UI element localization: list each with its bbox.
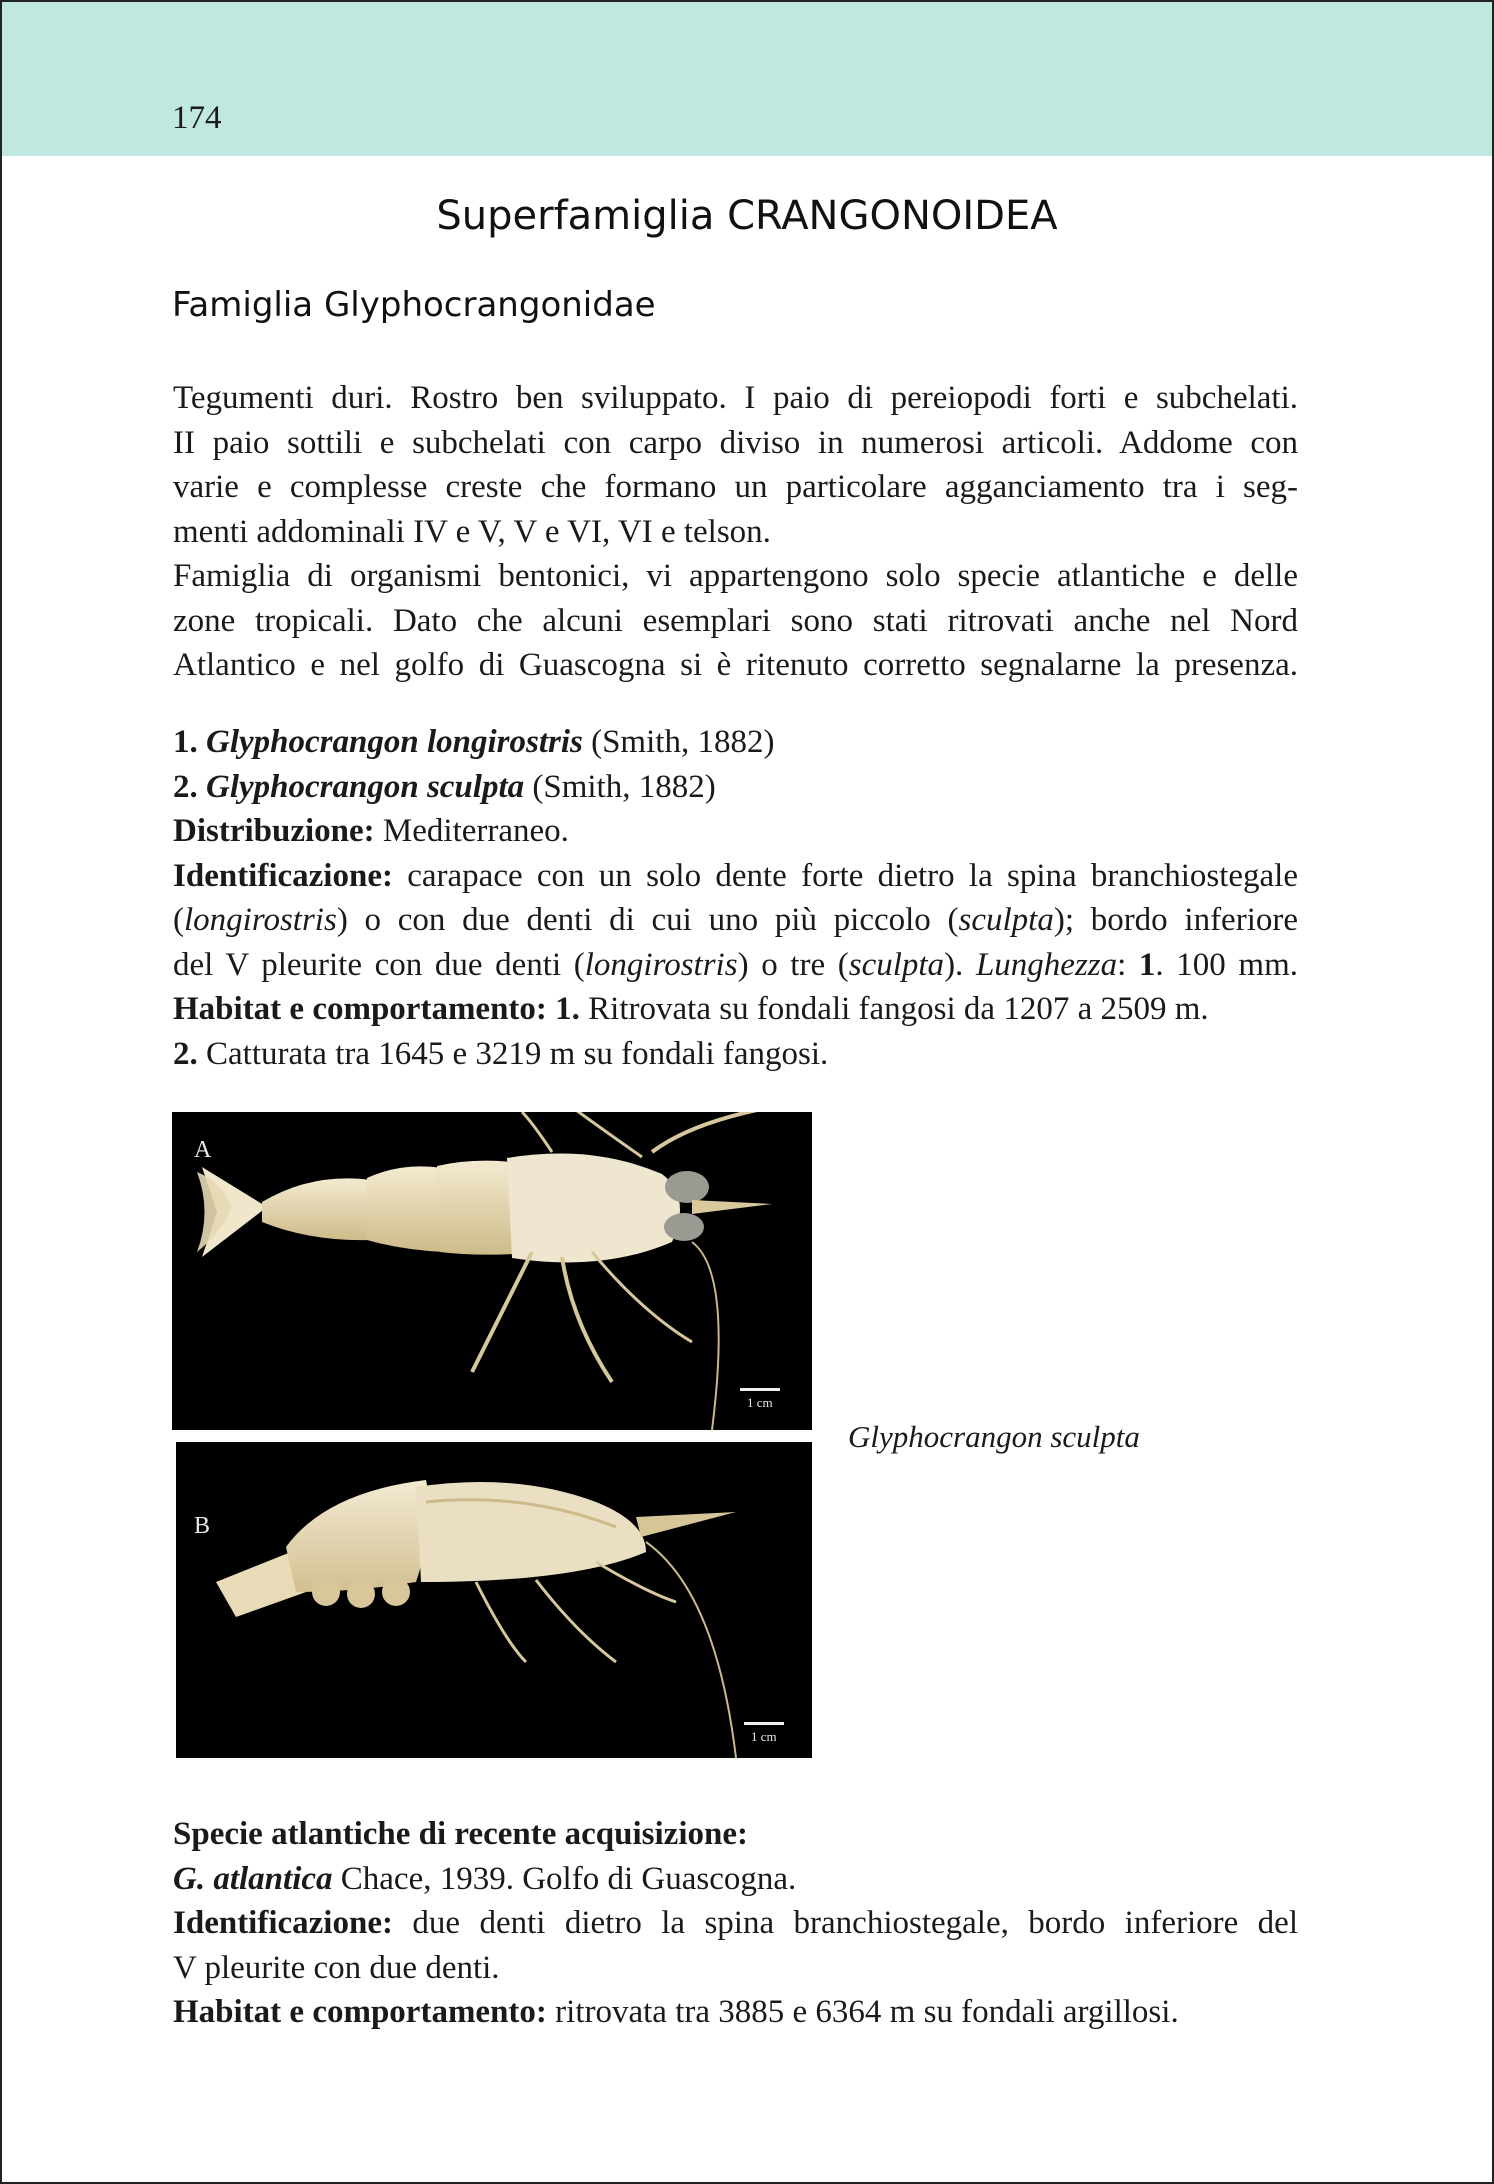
atlantic-identification-line: [173, 1901, 1298, 1946]
atlantic-species-rest: Chace, 1939. Golfo di Guascogna.: [340, 1860, 797, 1897]
text-fragment: (: [173, 902, 184, 938]
distribution-label: Distribuzione:: [173, 813, 375, 849]
habitat-ref-number: 1.: [555, 991, 580, 1027]
shrimp-lateral-illustration: [176, 1442, 812, 1758]
length-value: . 100 mm.: [1155, 946, 1299, 983]
text-fragment: :: [1117, 946, 1139, 983]
family-title: Famiglia Glyphocrangonidae: [172, 285, 656, 325]
text-fragment: del V pleurite con due denti (: [173, 946, 585, 983]
habitat-ref-number: 2.: [173, 1035, 198, 1072]
habitat-text: Catturata tra 1645 e 3219 m su fondali fangosi.: [206, 1035, 829, 1072]
atlantic-identification-line: V pleurite con due denti.: [173, 1949, 500, 1986]
habitat-line: [173, 1032, 1298, 1077]
species-epithet: sculpta: [848, 946, 945, 983]
species-epithet: sculpta: [958, 902, 1054, 938]
scale-bar-label: 1 cm: [751, 1729, 777, 1744]
intro-paragraph: [173, 376, 1298, 688]
intro-line: II paio sottili e subchelati con carpo diviso in numerosi articoli. Addome con: [173, 424, 1298, 461]
species-entry: [173, 720, 1298, 765]
habitat-label: Habitat e comportamento:: [173, 991, 547, 1027]
shrimp-dorsal-illustration: [172, 1112, 812, 1430]
specimen-photo-b: [176, 1442, 812, 1758]
habitat-text: ritrovata tra 3885 e 6364 m su fondali argillosi.: [555, 1994, 1179, 2030]
species-number: 1.: [173, 724, 198, 760]
species-ref-number: 1: [1138, 946, 1156, 983]
species-name: Glyphocrangon sculpta: [206, 768, 525, 805]
superfamily-title: Superfamiglia CRANGONOIDEA: [436, 193, 1058, 239]
figure-caption: Glyphocrangon sculpta: [848, 1419, 1140, 1454]
species-section: [173, 720, 1298, 1076]
intro-line: Tegumenti duri. Rostro ben sviluppato. I paio di pereiopodi forti e subchelati.: [173, 380, 1298, 416]
scale-bar: [744, 1722, 784, 1725]
intro-line: varie e complesse creste che formano un particolare agganciamento tra i seg-: [173, 469, 1298, 505]
specimen-photo-a: [172, 1112, 812, 1430]
atlantic-species-line: [173, 1857, 1298, 1902]
identification-line: [173, 898, 1298, 943]
intro-line: Famiglia di organismi bentonici, vi appartengono solo specie atlantiche e delle: [173, 558, 1298, 594]
figure-label-b: B: [194, 1513, 211, 1539]
intro-line: Atlantico e nel golfo di Guascogna si è ritenuto corretto segnalarne la presenza.: [173, 647, 1298, 683]
page-number: 174: [172, 100, 222, 136]
intro-line: zone tropicali. Dato che alcuni esemplari sono stati ritrovati anche nel Nord: [173, 602, 1298, 639]
habitat-text: Ritrovata su fondali fangosi da 1207 a 2509 m.: [588, 991, 1209, 1027]
atlantic-section: [173, 1812, 1298, 2035]
identification-text: carapace con un solo dente forte dietro la spina branchiostegale: [407, 857, 1299, 894]
habitat-line: [173, 987, 1298, 1032]
text-fragment: ) o tre (: [737, 946, 849, 983]
atlantic-habitat-line: [173, 1990, 1298, 2035]
atlantic-heading-text: Specie atlantiche di recente acquisizione:: [173, 1816, 748, 1852]
distribution-text: Mediterraneo.: [382, 813, 569, 849]
species-epithet: longirostris: [584, 946, 738, 983]
scale-bar-label: 1 cm: [747, 1395, 773, 1410]
text-fragment: ); bordo inferiore: [1053, 902, 1298, 938]
species-name: Glyphocrangon longirostris: [206, 724, 583, 760]
text-fragment: ).: [944, 946, 976, 983]
text-fragment: ) o con due denti di cui uno più piccolo (: [336, 902, 959, 938]
species-author: (Smith, 1882): [532, 768, 716, 805]
identification-line: [173, 943, 1298, 988]
atlantic-heading: [173, 1812, 1298, 1857]
scale-bar: [740, 1388, 780, 1391]
identification-label: Identificazione:: [173, 857, 393, 894]
species-author: (Smith, 1882): [591, 724, 775, 760]
species-entry: [173, 765, 1298, 810]
identification-text: due denti dietro la spina branchiostegale, bordo inferiore del: [412, 1905, 1298, 1941]
figure-label-a: A: [194, 1137, 212, 1163]
distribution-line: [173, 809, 1298, 854]
atlantic-species-name: G. atlantica: [173, 1860, 333, 1897]
identification-line: [173, 854, 1298, 899]
species-number: 2.: [173, 768, 198, 805]
habitat-label: Habitat e comportamento:: [173, 1994, 547, 2030]
intro-line: menti addominali IV e V, V e VI, VI e telson.: [173, 513, 771, 550]
identification-label: Identificazione:: [173, 1905, 393, 1941]
length-label: Lunghezza: [975, 946, 1118, 983]
species-epithet: longirostris: [184, 902, 337, 938]
